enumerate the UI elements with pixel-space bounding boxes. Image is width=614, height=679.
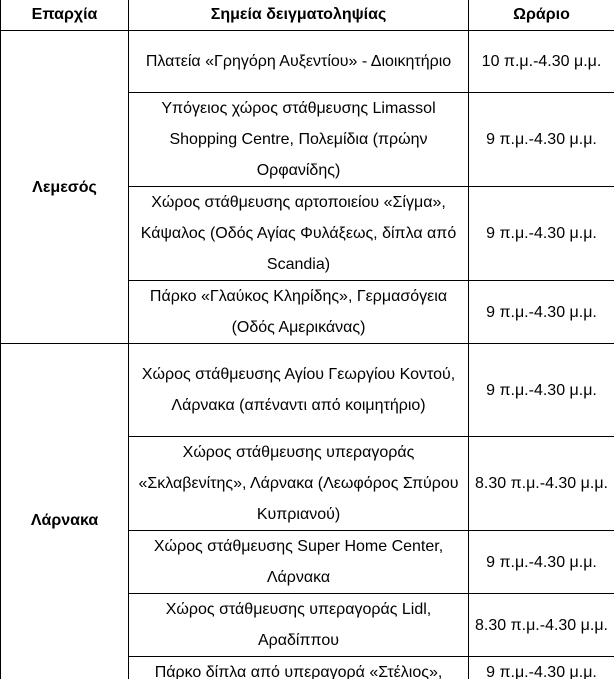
province-cell-larnaca: Λάρνακα [1, 344, 129, 679]
province-cell-limassol: Λεμεσός [1, 31, 129, 344]
location-cell: Υπόγειος χώρος στάθμευσης Limassol Shopping Centre, Πολεμίδια (πρώην Ορφανίδης) [129, 93, 469, 187]
header-hours: Ωράριο [469, 0, 614, 31]
location-cell: Χώρος στάθμευσης υπεραγοράς «Σκλαβενίτης», Λάρνακα (Λεωφόρος Σπύρου Κυπριανού) [129, 437, 469, 531]
hours-cell: 10 π.μ.-4.30 μ.μ. [469, 31, 614, 93]
hours-cell: 8.30 π.μ.-4.30 μ.μ. [469, 594, 614, 657]
location-cell: Πάρκο «Γλαύκος Κληρίδης», Γερμασόγεια (Οδός Αμερικάνας) [129, 281, 469, 344]
hours-cell: 9 π.μ.-4.30 μ.μ. [469, 281, 614, 344]
table-row [1, 31, 614, 93]
location-cell: Χώρος στάθμευσης Αγίου Γεωργίου Κοντού, Λάρνακα (απέναντι από κοιμητήριο) [129, 344, 469, 437]
hours-cell: 9 π.μ.-4.30 μ.μ. [469, 187, 614, 281]
location-cell: Πάρκο δίπλα από υπεραγορά «Στέλιος», [129, 657, 469, 679]
location-cell: Πλατεία «Γρηγόρη Αυξεντίου» - Διοικητήριο [129, 31, 469, 93]
header-sampling-points: Σημεία δειγματοληψίας [129, 0, 469, 31]
table-row [1, 344, 614, 437]
hours-cell: 9 π.μ.-4.30 μ.μ. [469, 93, 614, 187]
location-cell: Χώρος στάθμευσης αρτοποιείου «Σίγμα», Κάψαλος (Οδός Αγίας Φυλάξεως, δίπλα από Scandia) [129, 187, 469, 281]
header-province: Επαρχία [1, 0, 129, 31]
location-cell: Χώρος στάθμευσης υπεραγοράς Lidl, Αραδίππου [129, 594, 469, 657]
hours-cell: 9 π.μ.-4.30 μ.μ. [469, 344, 614, 437]
hours-cell: 9 π.μ.-4.30 μ.μ. [469, 657, 614, 679]
hours-cell: 9 π.μ.-4.30 μ.μ. [469, 531, 614, 594]
hours-cell: 8.30 π.μ.-4.30 μ.μ. [469, 437, 614, 531]
header-row [1, 0, 614, 31]
location-cell: Χώρος στάθμευσης Super Home Center, Λάρνακα [129, 531, 469, 594]
